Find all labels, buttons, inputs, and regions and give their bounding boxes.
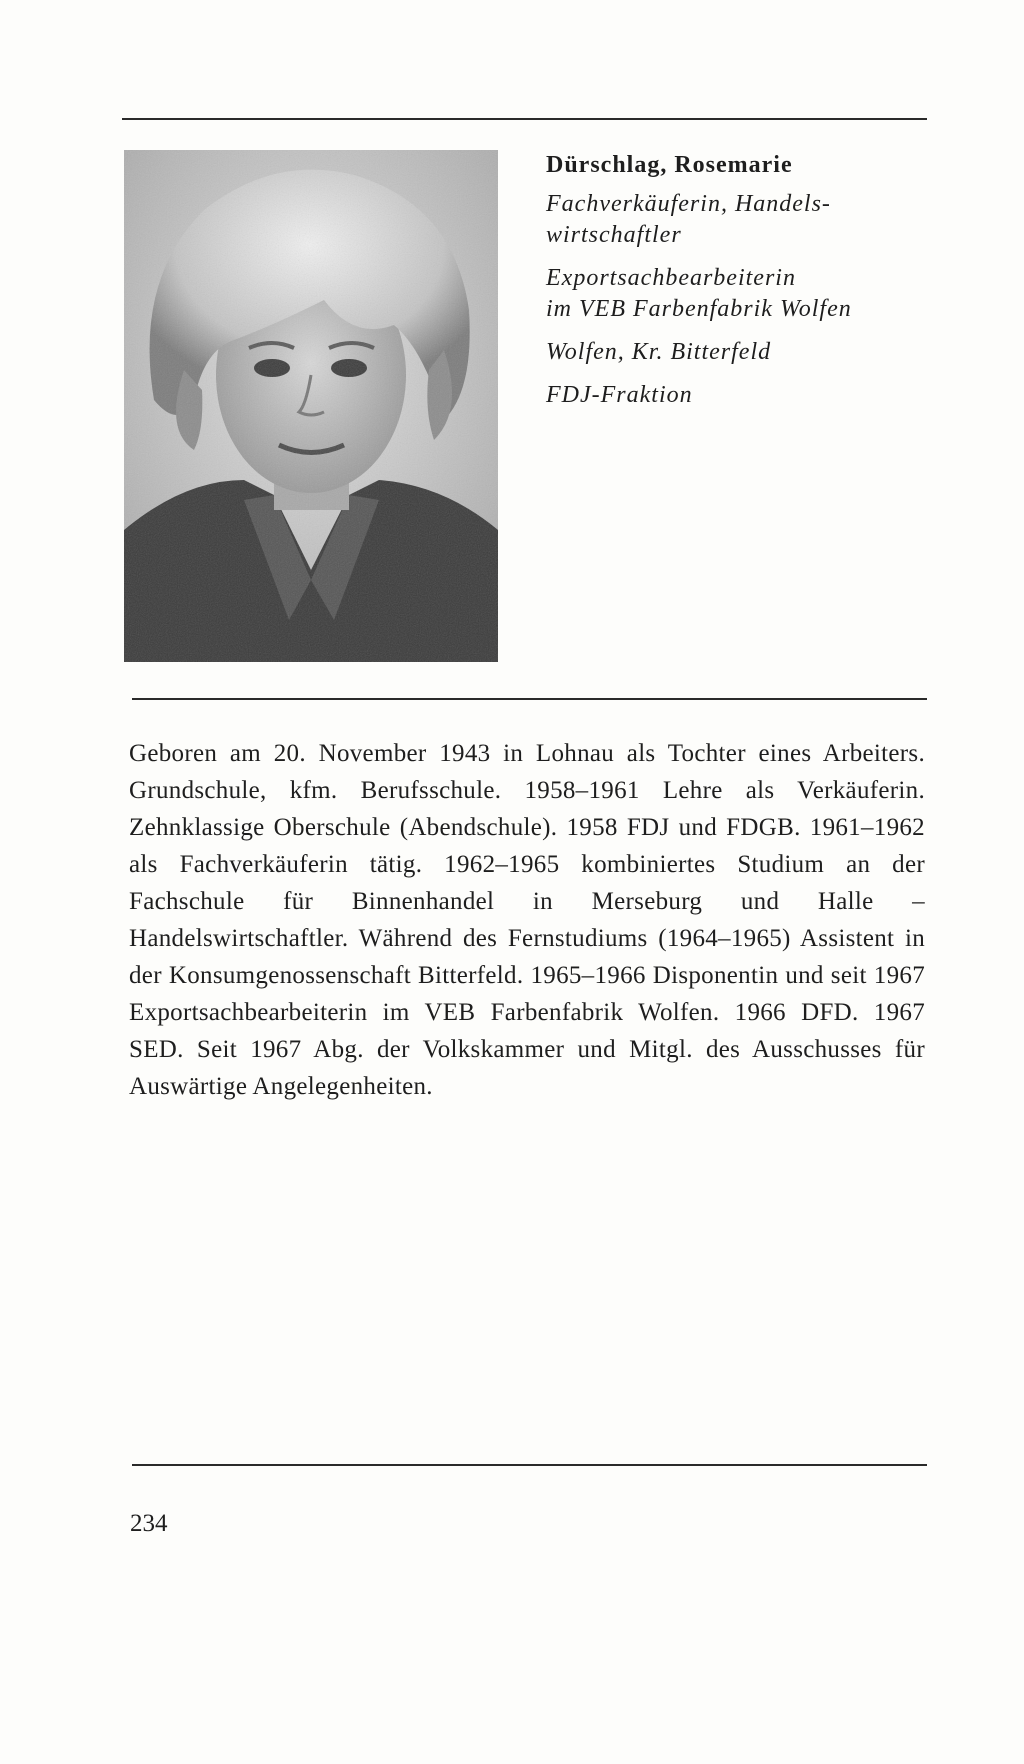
position-line-2: im VEB Farbenfabrik Wolfen [546, 296, 852, 322]
page-number: 234 [130, 1510, 168, 1537]
person-header [546, 152, 946, 411]
middle-rule [132, 698, 927, 700]
top-rule [122, 118, 927, 120]
person-name: Dürschlag, Rosemarie [546, 152, 793, 178]
portrait-photo [124, 150, 498, 662]
biography-text: Geboren am 20. November 1943 in Lohnau als Tochter eines Arbeiters. Grundschule, kfm. Berufsschule. 1958–1961 Lehre als Verkäuferin. Zehnklassige Oberschule (Abendschule). 1958 FDJ und FDGB. 1961–1962 als Fachverkäuferin tätig. 1962–1965 kombiniertes Studium an der Fachschule für Binnenhandel in Merseburg und Halle – Handelswirtschaftler. Während des Fernstudiums (1964–1965) Assistent in der Konsumgenossenschaft Bitterfeld. 1965–1966 Disponentin und seit 1967 Exportsachbearbeiterin im VEB Farbenfabrik Wolfen. 1966 DFD. 1967 SED. Seit 1967 Abg. der Volkskammer und Mitgl. des Ausschusses für Auswärtige Angelegenheiten. [129, 740, 925, 1100]
position-line-1: Exportsachbearbeiterin [546, 265, 796, 291]
profession-line-1: Fachverkäuferin, Handels- [546, 191, 831, 217]
profession-line-2: wirtschaftler [546, 222, 682, 248]
bottom-rule [132, 1464, 927, 1466]
residence: Wolfen, Kr. Bitterfeld [546, 339, 772, 365]
faction: FDJ-Fraktion [546, 382, 693, 408]
